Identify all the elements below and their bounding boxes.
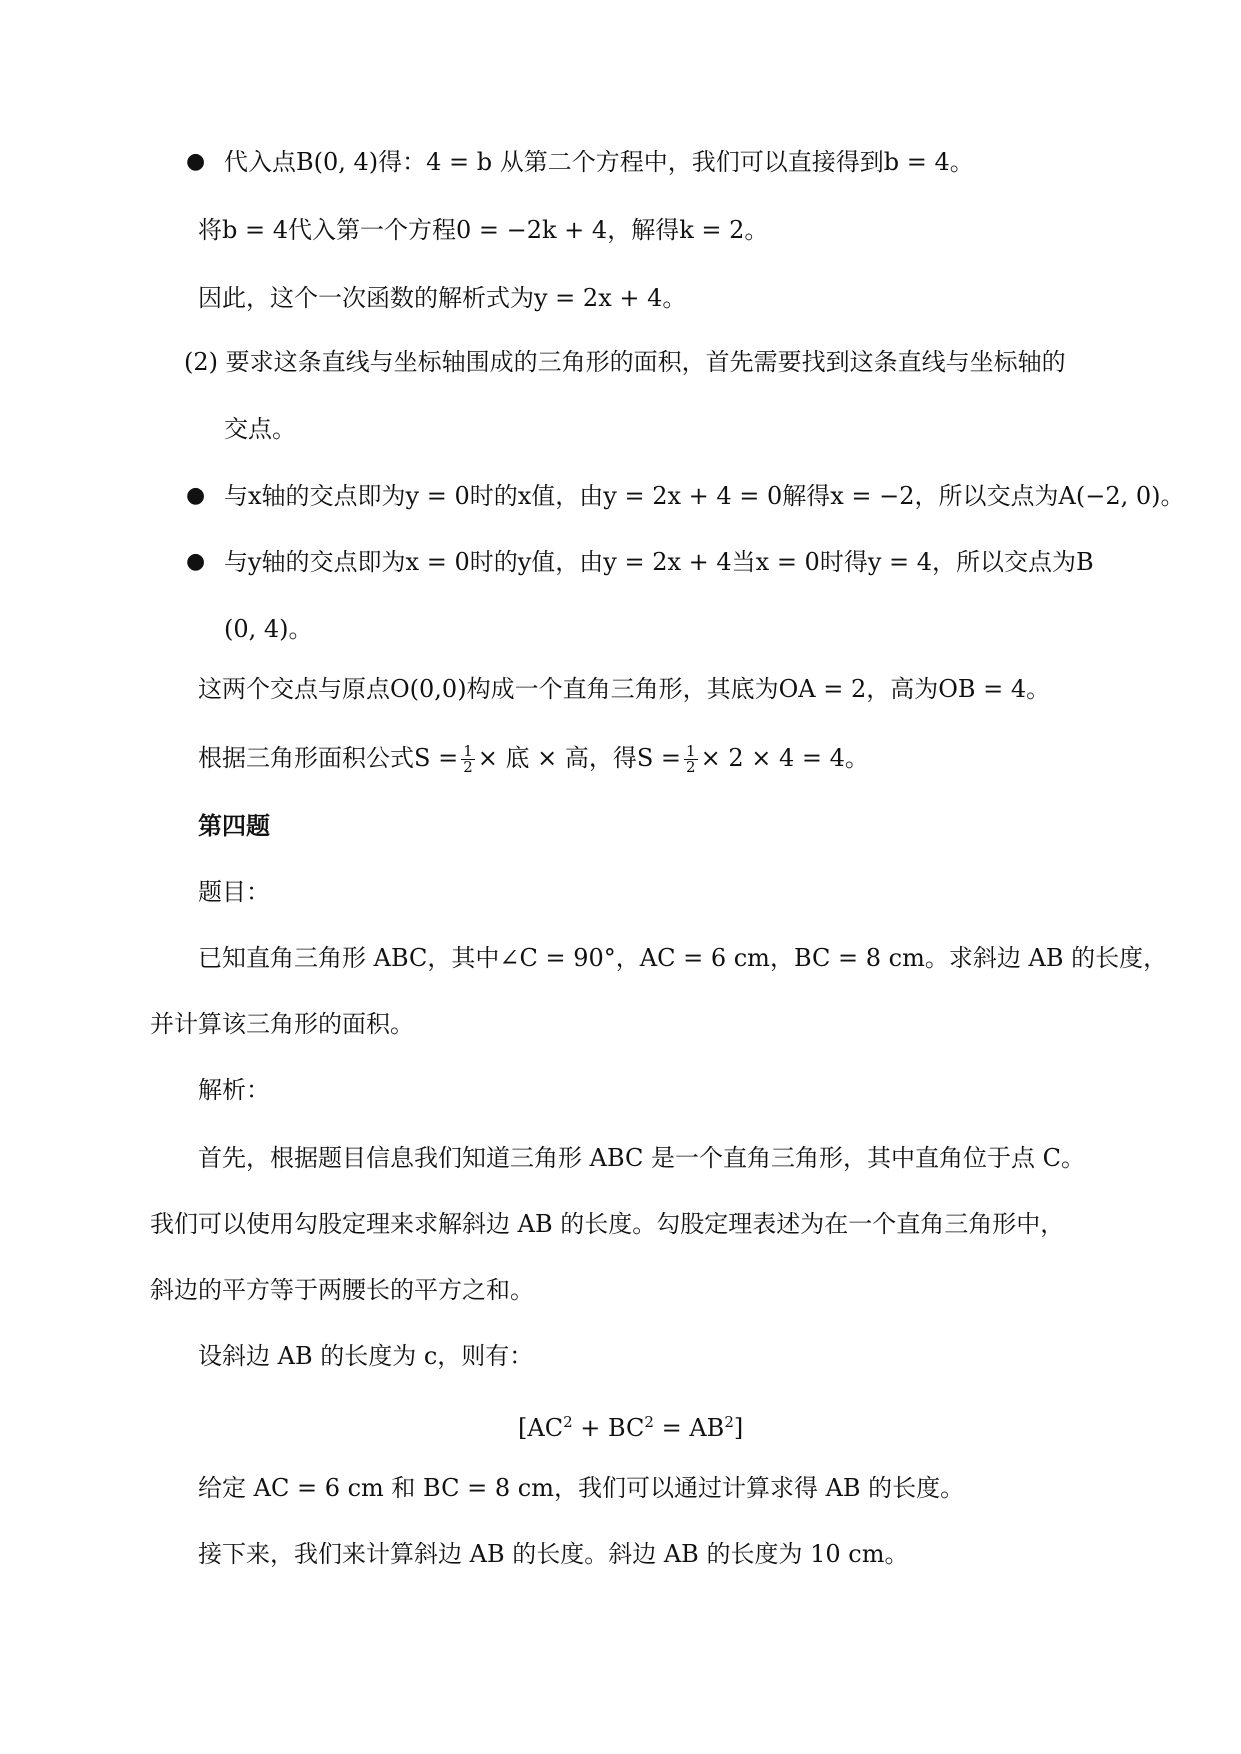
formula-text: 根据三角形面积公式S = [198, 744, 459, 772]
text-line: 这两个交点与原点O(0,0)构成一个直角三角形，其底为OA = 2，高为OB = 4。 [198, 675, 1051, 703]
bullet-marker: ● [186, 483, 206, 508]
text-line: 代入点B(0, 4)得：4 = b 从第二个方程中，我们可以直接得到b = 4。 [224, 148, 974, 176]
text-line: 将b = 4代入第一个方程0 = −2k + 4，解得k = 2。 [198, 216, 769, 244]
text-line: 题目： [198, 878, 270, 906]
superscript: 2 [724, 1413, 734, 1431]
text-line: 我们可以使用勾股定理来求解斜边 AB 的长度。勾股定理表述为在一个直角三角形中， [150, 1210, 1065, 1238]
bullet-marker: ● [186, 149, 206, 174]
fraction [461, 744, 475, 775]
equation-text: + BC [572, 1414, 645, 1442]
text-line: (0, 4)。 [224, 615, 313, 643]
text-line: 接下来，我们来计算斜边 AB 的长度。斜边 AB 的长度为 10 cm。 [198, 1540, 909, 1568]
bullet-marker: ● [186, 549, 206, 574]
equation-text: = AB [653, 1414, 725, 1442]
text-line: 首先，根据题目信息我们知道三角形 ABC 是一个直角三角形，其中直角位于点 C。 [198, 1144, 1086, 1172]
text-line: 交点。 [224, 415, 296, 443]
text-line: 并计算该三角形的面积。 [150, 1010, 414, 1038]
formula-text: × 2 × 4 = 4。 [700, 744, 869, 772]
superscript: 2 [563, 1413, 573, 1431]
text-line: 已知直角三角形 ABC，其中∠C = 90°，AC = 6 cm，BC = 8 cm。求斜边 AB 的长度， [198, 944, 1168, 972]
fraction-denominator: 2 [463, 758, 473, 776]
text-line: 与y轴的交点即为x = 0时的y值，由y = 2x + 4当x = 0时得y = 4，所以交点为B [224, 548, 1094, 576]
equation-text: ] [733, 1414, 744, 1442]
text-line: 解析： [198, 1076, 270, 1104]
text-line: 给定 AC = 6 cm 和 BC = 8 cm，我们可以通过计算求得 AB 的长度。 [198, 1474, 965, 1502]
text-line: 设斜边 AB 的长度为 c，则有： [198, 1342, 534, 1370]
text-line: 斜边的平方等于两腰长的平方之和。 [150, 1276, 534, 1304]
section-heading: 第四题 [198, 812, 270, 840]
equation-text: [AC [518, 1414, 564, 1442]
fraction-numerator: 1 [686, 742, 696, 760]
text-line: 与x轴的交点即为y = 0时的x值，由y = 2x + 4 = 0解得x = −2，所以交点为A(−2, 0)。 [224, 482, 1185, 510]
text-line: 因此，这个一次函数的解析式为y = 2x + 4。 [198, 284, 687, 312]
formula-line [198, 742, 869, 775]
equation-line [518, 1406, 743, 1444]
fraction [684, 744, 698, 775]
formula-text: × 底 × 高，得S = [477, 744, 682, 772]
text-line: (2) 要求这条直线与坐标轴围成的三角形的面积，首先需要找到这条直线与坐标轴的 [184, 348, 1066, 376]
superscript: 2 [644, 1413, 654, 1431]
fraction-numerator: 1 [463, 742, 473, 760]
fraction-denominator: 2 [686, 758, 696, 776]
